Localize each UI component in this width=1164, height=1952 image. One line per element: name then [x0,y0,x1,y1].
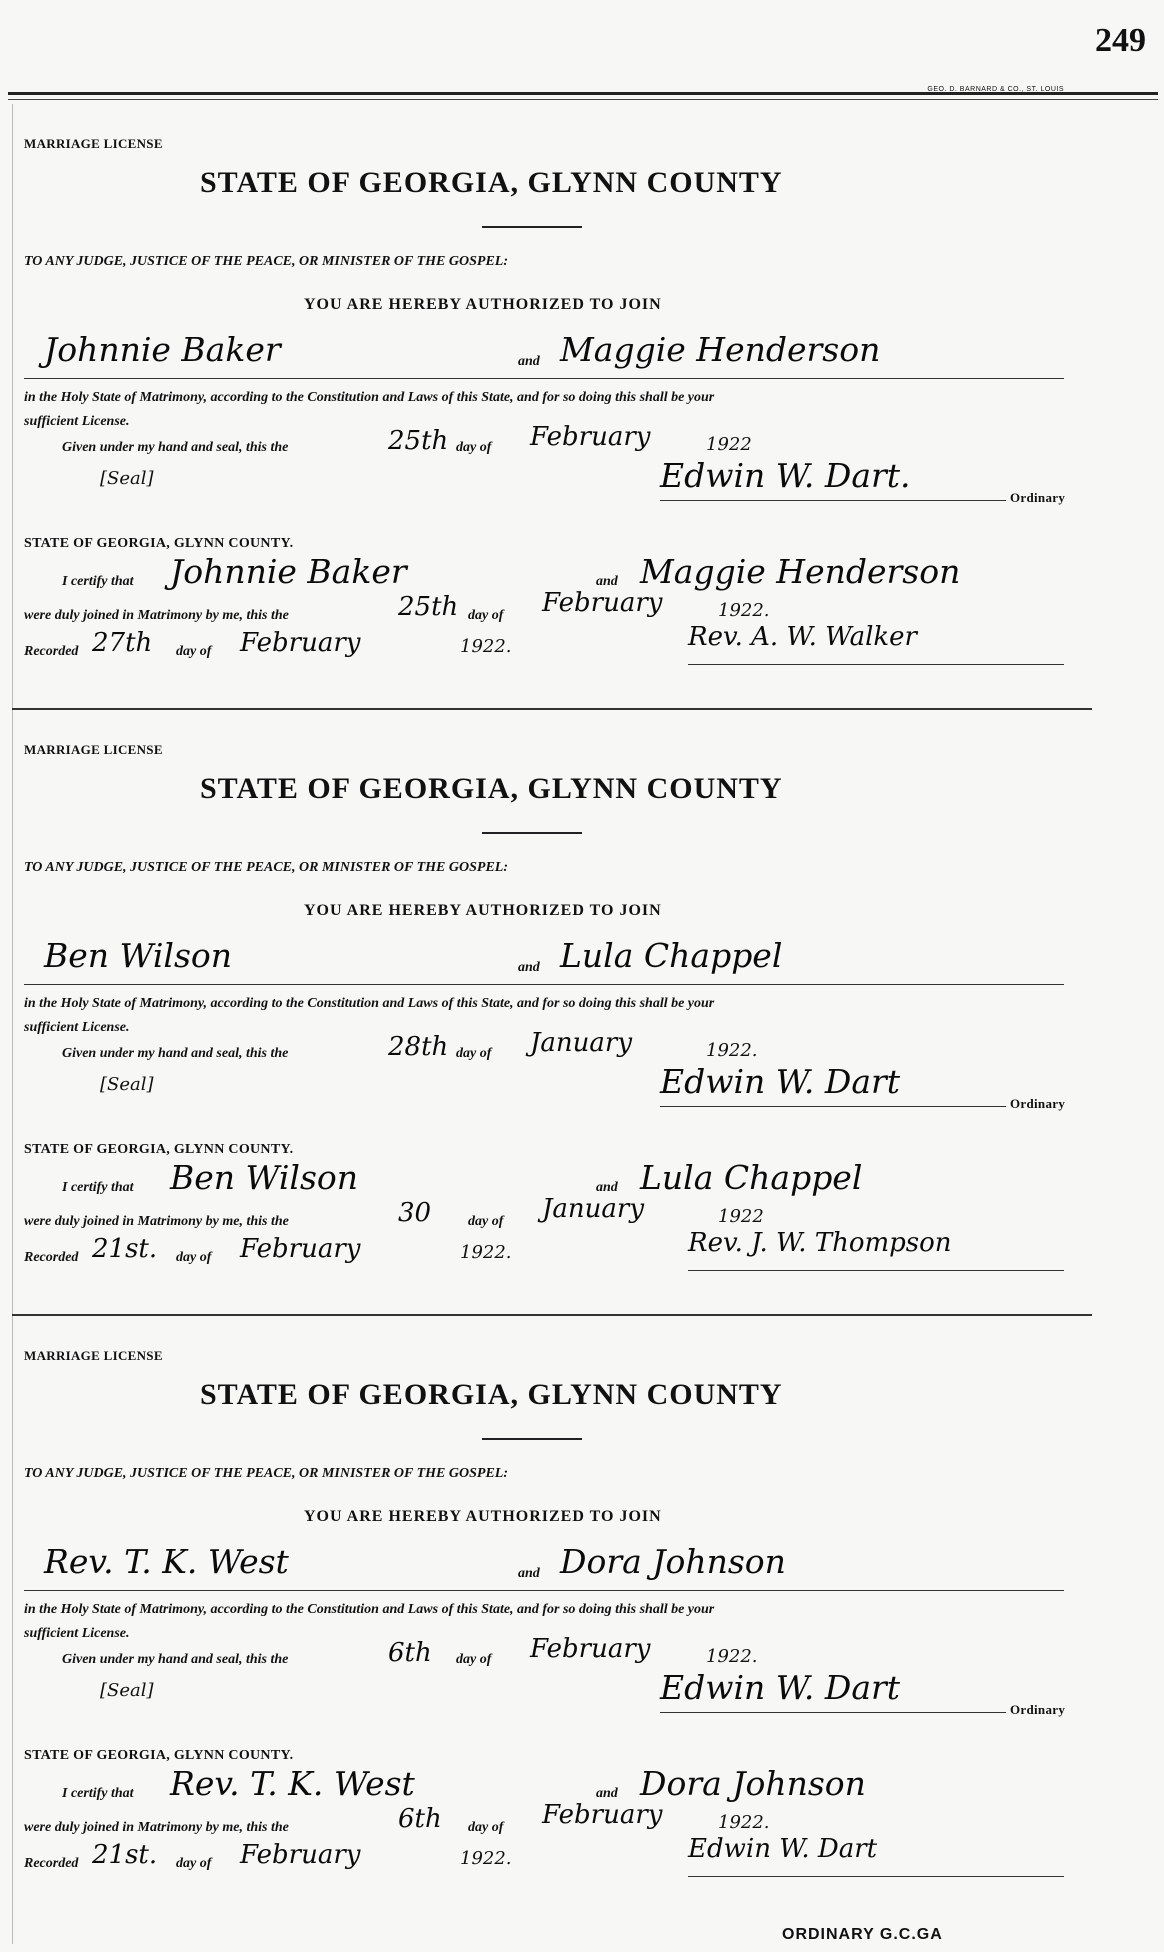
recorded-day-of: day of [176,1856,212,1871]
and-label: and [518,354,540,369]
license-label: MARRIAGE LICENSE [24,1348,163,1363]
bride-name: Maggie Henderson [560,330,881,369]
recorded-year: 1922. [460,636,512,657]
certificate-groom: Ben Wilson [170,1158,359,1197]
given-text: Given under my hand and seal, this the [62,1046,289,1061]
officiant-line [688,1270,1064,1271]
married-year: 1922. [718,1812,770,1833]
recorded-day-of: day of [176,1250,212,1265]
married-month: January [542,1194,645,1224]
groom-name: Johnnie Baker [44,330,281,369]
officiant-line [688,1876,1064,1877]
recorded-year: 1922. [460,1848,512,1869]
heading-rule [482,832,582,834]
printer-imprint: GEO. D. BARNARD & CO., ST. LOUIS [927,86,1064,93]
certificate-bride: Dora Johnson [640,1764,866,1803]
recorded-year: 1922. [460,1242,512,1263]
recorded-label: Recorded [24,644,79,659]
certify-text: I certify that [62,1786,134,1801]
sufficient-text: sufficient License. [24,1626,130,1641]
license-month: January [530,1028,633,1058]
given-text: Given under my hand and seal, this the [62,440,289,455]
heading-rule [482,226,582,228]
certify-text: I certify that [62,574,134,589]
joined-text: were duly joined in Matrimony by me, this the [24,1820,289,1835]
and-label: and [518,960,540,975]
license-day: 6th [388,1638,432,1668]
authorized-line: YOU ARE HEREBY AUTHORIZED TO JOIN [304,1508,662,1525]
names-line [24,378,1064,379]
license-month: February [530,422,651,452]
seal: [Seal] [100,1074,154,1095]
officiant-signature: Rev. J. W. Thompson [688,1228,952,1258]
holy-state-text: in the Holy State of Matrimony, according to the Constitution and Laws of this State, and for so doing this shall be your [24,996,715,1011]
license-entry [20,128,1072,734]
license-month: February [530,1634,651,1664]
seal: [Seal] [100,468,154,489]
married-day: 6th [398,1804,442,1834]
joined-text: were duly joined in Matrimony by me, this the [24,608,289,623]
seal: [Seal] [100,1680,154,1701]
groom-name: Ben Wilson [44,936,233,975]
license-heading: STATE OF GEORGIA, GLYNN COUNTY [200,166,783,199]
license-year: 1922. [706,1040,758,1061]
names-line [24,984,1064,985]
recorded-day-of: day of [176,644,212,659]
top-rule-thin [8,99,1158,100]
page-number: 249 [1095,22,1146,59]
ordinary-signature: Edwin W. Dart. [660,456,911,495]
married-day-of: day of [468,608,504,623]
married-day: 25th [398,592,459,622]
recorded-month: February [240,1234,361,1264]
recorded-day: 21st. [92,1840,158,1870]
married-day-of: day of [468,1214,504,1229]
certificate-heading: STATE OF GEORGIA, GLYNN COUNTY. [24,536,294,551]
license-year: 1922 [706,434,752,455]
address-line: TO ANY JUDGE, JUSTICE OF THE PEACE, OR MINISTER OF THE GOSPEL: [24,860,508,875]
recorded-label: Recorded [24,1250,79,1265]
recorded-label: Recorded [24,1856,79,1871]
certificate-heading: STATE OF GEORGIA, GLYNN COUNTY. [24,1748,294,1763]
cert-and-label: and [596,574,618,589]
married-month: February [542,588,663,618]
signature-line [660,1712,1006,1713]
license-label: MARRIAGE LICENSE [24,742,163,757]
ordinary-label: Ordinary [1010,490,1066,505]
ordinary-stamp: ORDINARY G.C.GA [782,1926,943,1943]
cert-and-label: and [596,1180,618,1195]
signature-line [660,500,1006,501]
license-heading: STATE OF GEORGIA, GLYNN COUNTY [200,772,783,805]
officiant-signature: Edwin W. Dart [688,1834,878,1864]
address-line: TO ANY JUDGE, JUSTICE OF THE PEACE, OR MINISTER OF THE GOSPEL: [24,254,508,269]
given-text: Given under my hand and seal, this the [62,1652,289,1667]
bride-name: Dora Johnson [560,1542,786,1581]
holy-state-text: in the Holy State of Matrimony, according to the Constitution and Laws of this State, and for so doing this shall be your [24,1602,715,1617]
ordinary-signature: Edwin W. Dart [660,1668,901,1707]
day-of-label: day of [456,440,492,455]
married-day-of: day of [468,1820,504,1835]
authorized-line: YOU ARE HEREBY AUTHORIZED TO JOIN [304,296,662,313]
license-year: 1922. [706,1646,758,1667]
ordinary-signature: Edwin W. Dart [660,1062,901,1101]
entry-separator [12,708,1092,710]
joined-text: were duly joined in Matrimony by me, this the [24,1214,289,1229]
recorded-day: 27th [92,628,153,658]
ordinary-label: Ordinary [1010,1702,1066,1717]
names-line [24,1590,1064,1591]
cert-and-label: and [596,1786,618,1801]
license-day: 25th [388,426,449,456]
top-rule [8,92,1158,95]
officiant-line [688,664,1064,665]
certificate-bride: Lula Chappel [640,1158,863,1197]
license-entry [20,734,1072,1340]
married-day: 30 [398,1198,432,1228]
heading-rule [482,1438,582,1440]
groom-name: Rev. T. K. West [44,1542,289,1581]
certificate-groom: Johnnie Baker [170,552,407,591]
signature-line [660,1106,1006,1107]
license-heading: STATE OF GEORGIA, GLYNN COUNTY [200,1378,783,1411]
license-label: MARRIAGE LICENSE [24,136,163,151]
certificate-bride: Maggie Henderson [640,552,961,591]
married-year: 1922 [718,1206,764,1227]
recorded-day: 21st. [92,1234,158,1264]
margin-line [12,104,13,1944]
holy-state-text: in the Holy State of Matrimony, according to the Constitution and Laws of this State, and for so doing this shall be your [24,390,715,405]
sufficient-text: sufficient License. [24,414,130,429]
day-of-label: day of [456,1046,492,1061]
license-day: 28th [388,1032,449,1062]
and-label: and [518,1566,540,1581]
certify-text: I certify that [62,1180,134,1195]
married-year: 1922. [718,600,770,621]
officiant-signature: Rev. A. W. Walker [688,622,917,652]
license-entry [20,1340,1072,1946]
recorded-month: February [240,628,361,658]
bride-name: Lula Chappel [560,936,783,975]
certificate-heading: STATE OF GEORGIA, GLYNN COUNTY. [24,1142,294,1157]
day-of-label: day of [456,1652,492,1667]
married-month: February [542,1800,663,1830]
address-line: TO ANY JUDGE, JUSTICE OF THE PEACE, OR MINISTER OF THE GOSPEL: [24,1466,508,1481]
authorized-line: YOU ARE HEREBY AUTHORIZED TO JOIN [304,902,662,919]
ordinary-label: Ordinary [1010,1096,1066,1111]
certificate-groom: Rev. T. K. West [170,1764,415,1803]
entry-separator [12,1314,1092,1316]
sufficient-text: sufficient License. [24,1020,130,1035]
recorded-month: February [240,1840,361,1870]
